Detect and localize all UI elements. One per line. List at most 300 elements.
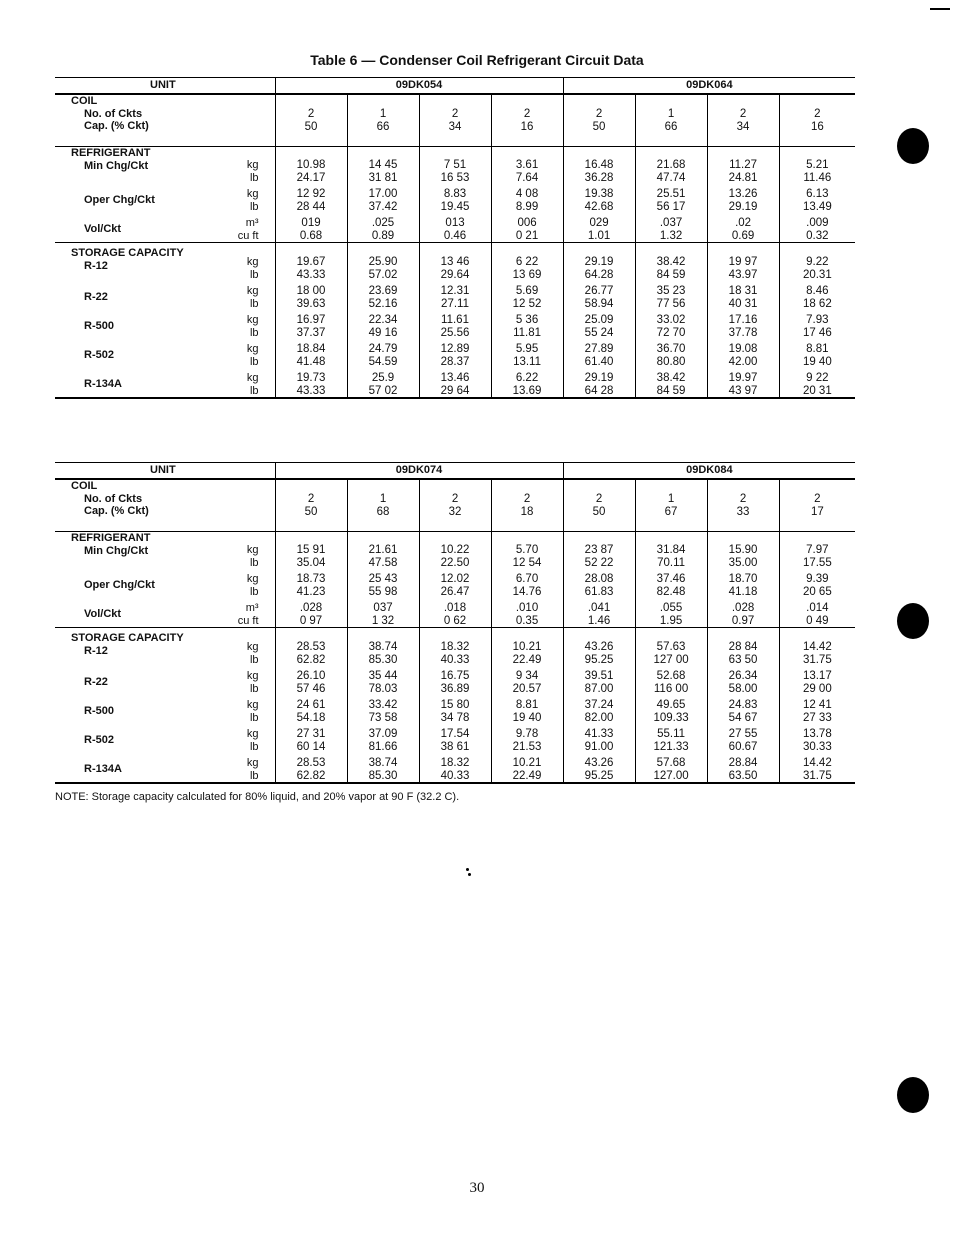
value-cell (635, 753, 707, 783)
cell-value: 19 40 (512, 711, 542, 724)
value-cell (563, 695, 635, 724)
value-cell (707, 724, 779, 753)
cell-value: 37.24 (584, 699, 614, 711)
value-cell (347, 569, 419, 598)
cell-value: .028 (731, 602, 755, 614)
vol-label: Vol/Ckt (84, 223, 122, 235)
unit-cell (230, 598, 275, 628)
cell-value: 95.25 (584, 653, 614, 666)
value-cell (275, 666, 347, 695)
value-cell (347, 368, 419, 398)
row-label-cell (55, 368, 230, 398)
cell-value: 13.78 (802, 728, 832, 740)
cell-value: 36.89 (440, 682, 470, 695)
cell-value: 1.32 (659, 229, 683, 242)
cell-value: 14.76 (512, 585, 542, 598)
unit-cell (230, 666, 275, 695)
cell-value: 16.97 (296, 314, 326, 326)
cell-value: 82.48 (656, 585, 686, 598)
refrigerant-name: R-500 (84, 705, 114, 717)
value-cell (707, 368, 779, 398)
cell-value: 38 61 (440, 740, 470, 753)
value-cell (707, 598, 779, 628)
refrigerant-section-label: REFRIGERANT (71, 532, 151, 544)
cell-value: 10.22 (440, 544, 470, 556)
storage-row (55, 628, 855, 667)
value-cell (779, 628, 855, 667)
cell-value: 26.34 (728, 670, 758, 682)
unit-label: kg (246, 285, 259, 297)
cell-value: 4 08 (515, 188, 539, 200)
min-chg-row (55, 532, 855, 570)
value-cell (491, 532, 563, 570)
unit-label: kg (246, 641, 259, 653)
cell-value: 50 (592, 120, 606, 133)
cell-value: 41.23 (296, 585, 326, 598)
cell-value: 20.31 (802, 268, 832, 281)
cell-value: 25.56 (440, 326, 470, 339)
cell-value: 24.81 (728, 171, 758, 184)
model-header: 09DK064 (563, 78, 855, 95)
cell-value: 22.49 (512, 769, 542, 782)
cell-value: 87.00 (584, 682, 614, 695)
value-cell (275, 479, 347, 532)
binder-hole-top (897, 128, 929, 164)
unit-cell (230, 184, 275, 213)
storage-row (55, 666, 855, 695)
storage-row (55, 339, 855, 368)
value-cell (347, 695, 419, 724)
value-cell (563, 532, 635, 570)
value-cell (275, 213, 347, 243)
unit-label: lb (249, 653, 259, 666)
cell-value: 14.42 (802, 641, 832, 653)
coil-row (55, 479, 855, 532)
value-cell (419, 598, 491, 628)
unit-cell (230, 569, 275, 598)
storage-row (55, 281, 855, 310)
value-cell (275, 243, 347, 282)
value-cell (635, 532, 707, 570)
value-cell (419, 310, 491, 339)
value-cell (491, 213, 563, 243)
cell-value: 73 58 (368, 711, 398, 724)
cell-value: 66 (376, 120, 390, 133)
cell-value: 18 00 (296, 285, 326, 297)
value-cell (491, 368, 563, 398)
cell-value: 72 70 (656, 326, 686, 339)
value-cell (347, 281, 419, 310)
value-cell (347, 147, 419, 185)
cell-value: 1.01 (587, 229, 611, 242)
cell-value: 5 36 (515, 314, 539, 326)
cell-value: 17.54 (440, 728, 470, 740)
cell-value: 7 51 (443, 159, 467, 171)
value-cell (779, 598, 855, 628)
cell-value: 15 91 (296, 544, 326, 556)
value-cell (563, 147, 635, 185)
cell-value: 19.08 (728, 343, 758, 355)
unit-label: lb (249, 326, 259, 339)
unit-cell (230, 532, 275, 570)
cell-value: 5.21 (806, 159, 829, 171)
value-cell (419, 147, 491, 185)
cell-value: 60.67 (728, 740, 758, 753)
cell-value: 13.46 (440, 372, 470, 384)
cell-value: 11.81 (513, 326, 541, 339)
cell-value: 23.69 (368, 285, 398, 297)
cell-value: 16 (810, 120, 824, 133)
unit-cell (230, 479, 275, 532)
value-cell (419, 695, 491, 724)
value-cell (275, 281, 347, 310)
cell-value: 8.99 (515, 200, 539, 213)
cell-value: 109.33 (653, 711, 689, 724)
cell-value: 7.93 (806, 314, 829, 326)
row-label-cell (55, 666, 230, 695)
cell-value: 66 (664, 120, 678, 133)
value-cell (491, 695, 563, 724)
value-cell (779, 724, 855, 753)
cell-value: 2 (814, 493, 821, 505)
cell-value: 1 (379, 493, 387, 505)
value-cell (707, 695, 779, 724)
value-cell (419, 753, 491, 783)
unit-label: kg (246, 670, 259, 682)
value-cell (347, 666, 419, 695)
oper-chg-row (55, 569, 855, 598)
value-cell (491, 479, 563, 532)
cell-value: 37.09 (368, 728, 398, 740)
cell-value: 35.04 (296, 556, 326, 569)
coil-section-label: COIL (71, 480, 98, 492)
value-cell (275, 368, 347, 398)
cell-value: 26.10 (296, 670, 326, 682)
value-cell (419, 281, 491, 310)
cell-value: 68 (376, 505, 390, 518)
cell-value: 2 (307, 108, 315, 120)
cell-value: 49 16 (368, 326, 398, 339)
unit-label: kg (246, 159, 259, 171)
value-cell (779, 753, 855, 783)
cell-value: 55 24 (584, 326, 614, 339)
unit-label: kg (246, 372, 259, 384)
cell-value: 37.46 (656, 573, 686, 585)
cell-value: 5.95 (515, 343, 539, 355)
cell-value: 38.42 (656, 372, 686, 384)
cell-value: 18.32 (440, 757, 470, 769)
cell-value: 0.97 (731, 614, 755, 627)
cell-value: 49.65 (656, 699, 686, 711)
value-cell (563, 753, 635, 783)
min-chg-row (55, 147, 855, 185)
value-cell (779, 695, 855, 724)
value-cell (635, 666, 707, 695)
cell-value: 85.30 (368, 653, 398, 666)
value-cell (779, 94, 855, 147)
cell-value: 62.82 (296, 653, 326, 666)
table-title: Table 6 — Condenser Coil Refrigerant Circuit Data (310, 52, 644, 68)
cell-value: 25.90 (368, 256, 398, 268)
value-cell (347, 310, 419, 339)
cell-value: 54 67 (728, 711, 758, 724)
scan-speck (466, 868, 469, 871)
unit-cell (230, 753, 275, 783)
header-row (55, 463, 855, 480)
binder-hole-middle (897, 603, 929, 639)
unit-cell (230, 213, 275, 243)
row-label-cell (55, 753, 230, 783)
cell-value: 67 (664, 505, 678, 518)
cell-value: 2 (523, 108, 531, 120)
cell-value: .025 (371, 217, 395, 229)
cell-value: 27 33 (802, 711, 832, 724)
unit-label: lb (249, 711, 259, 724)
cell-value: 1 (667, 493, 675, 505)
value-cell (779, 281, 855, 310)
row-label-cell (55, 695, 230, 724)
cell-value: 29 64 (440, 384, 470, 397)
value-cell (347, 532, 419, 570)
cell-value: 47.74 (656, 171, 686, 184)
unit-label: lb (249, 200, 259, 213)
cell-value: 34 (736, 120, 750, 133)
unit-cell (230, 695, 275, 724)
cell-value: 18.73 (296, 573, 326, 585)
value-cell (491, 310, 563, 339)
cell-value: 17.16 (728, 314, 758, 326)
cell-value: 24.17 (296, 171, 326, 184)
cell-value: 57 46 (296, 682, 326, 695)
cell-value: 43.26 (584, 757, 614, 769)
cell-value: 64.28 (584, 268, 614, 281)
value-cell (563, 213, 635, 243)
unit-cell (230, 147, 275, 185)
value-cell (491, 628, 563, 667)
cell-value: 18 31 (728, 285, 758, 297)
cell-value: 38.74 (368, 757, 398, 769)
value-cell (563, 310, 635, 339)
cell-value: 57 02 (368, 384, 398, 397)
value-cell (563, 569, 635, 598)
unit-cell (230, 368, 275, 398)
refrigerant-name: R-502 (84, 734, 114, 746)
value-cell (779, 243, 855, 282)
value-cell (491, 147, 563, 185)
cell-value: 34 78 (440, 711, 470, 724)
cell-value: 2 (307, 493, 315, 505)
value-cell (419, 243, 491, 282)
value-cell (635, 281, 707, 310)
value-cell (347, 213, 419, 243)
coil-row (55, 94, 855, 147)
value-cell (779, 184, 855, 213)
cell-value: 23 87 (584, 544, 614, 556)
cell-value: 40 31 (728, 297, 758, 310)
cell-value: 8.83 (443, 188, 467, 200)
value-cell (563, 94, 635, 147)
cell-value: 2 (595, 493, 603, 505)
value-cell (779, 310, 855, 339)
cell-value: 95.25 (584, 769, 614, 782)
cell-value: 58.94 (584, 297, 614, 310)
cell-value: 0 49 (806, 614, 829, 627)
refrigerant-name: R-22 (84, 676, 108, 688)
value-cell (491, 753, 563, 783)
value-cell (635, 310, 707, 339)
cell-value: 21.61 (368, 544, 398, 556)
cell-value: 19.45 (440, 200, 470, 213)
value-cell (707, 243, 779, 282)
coil-section-label: COIL (71, 95, 98, 107)
value-cell (347, 724, 419, 753)
unit-label: lb (249, 297, 259, 310)
cell-value: 037 (373, 602, 393, 614)
storage-section-label: STORAGE CAPACITY (71, 247, 184, 259)
cell-value: 24 61 (296, 699, 326, 711)
cell-value: 19.97 (728, 372, 758, 384)
cell-value: 5.69 (515, 285, 539, 297)
value-cell (419, 368, 491, 398)
cell-value: .037 (659, 217, 683, 229)
cell-value: 27 55 (728, 728, 758, 740)
cell-value: .041 (587, 602, 611, 614)
cell-value: 35 23 (656, 285, 686, 297)
unit-label: lb (249, 268, 259, 281)
cell-value: 50 (592, 505, 606, 518)
cell-value: 27.11 (441, 297, 469, 310)
cell-value: 13 46 (440, 256, 470, 268)
cell-value: 57.63 (656, 641, 686, 653)
cell-value: 116 00 (653, 682, 689, 695)
cell-value: 31.75 (802, 769, 832, 782)
value-cell (707, 666, 779, 695)
value-cell (563, 243, 635, 282)
cell-value: 30.33 (802, 740, 832, 753)
cell-value: 2 (739, 493, 747, 505)
cell-value: 0 97 (299, 614, 323, 627)
value-cell (491, 569, 563, 598)
cell-value: 2 (739, 108, 747, 120)
value-cell (779, 666, 855, 695)
cell-value: .028 (299, 602, 323, 614)
cell-value: 13.26 (728, 188, 758, 200)
value-cell (347, 753, 419, 783)
cell-value: 19.67 (296, 256, 326, 268)
cell-value: 0.46 (443, 229, 467, 242)
value-cell (347, 243, 419, 282)
cell-value: 27 31 (296, 728, 326, 740)
value-cell (419, 479, 491, 532)
value-cell (635, 147, 707, 185)
cell-value: 12 54 (512, 556, 542, 569)
cell-value: .02 (735, 217, 752, 229)
cell-value: 37.78 (728, 326, 758, 339)
cell-value: 41.18 (728, 585, 758, 598)
cell-value: 29.64 (440, 268, 470, 281)
value-cell (707, 339, 779, 368)
cell-value: 121.33 (653, 740, 689, 753)
cell-value: 20 65 (802, 585, 832, 598)
unit-cell (230, 339, 275, 368)
refrigerant-name: R-12 (84, 259, 108, 272)
cell-value: 8.46 (806, 285, 829, 297)
value-cell (275, 724, 347, 753)
cell-value: 62.82 (296, 769, 326, 782)
cell-value: 36.70 (656, 343, 686, 355)
value-cell (635, 94, 707, 147)
cell-value: 25.9 (371, 372, 395, 384)
value-cell (707, 628, 779, 667)
cell-value: 82.00 (584, 711, 614, 724)
cell-value: 33.02 (656, 314, 686, 326)
cell-value: 2 (814, 108, 821, 120)
unit-label: m³ (245, 602, 259, 614)
cell-value: 70.11 (657, 556, 686, 569)
cell-value: 15.90 (728, 544, 758, 556)
cell-value: 18 62 (802, 297, 832, 310)
min-chg-label: Min Chg/Ckt (84, 544, 149, 557)
cell-value: 39.63 (296, 297, 326, 310)
cell-value: 18.84 (296, 343, 326, 355)
value-cell (419, 532, 491, 570)
cell-value: 9 22 (806, 372, 829, 384)
cell-value: 28.37 (440, 355, 470, 368)
cell-value: 0.69 (731, 229, 755, 242)
cell-value: 25 43 (368, 573, 398, 585)
cell-value: 25.51 (656, 188, 686, 200)
cell-value: 24.83 (728, 699, 758, 711)
cell-value: 47.58 (368, 556, 398, 569)
value-cell (275, 339, 347, 368)
cell-value: 13.11 (513, 355, 541, 368)
cell-value: 17 46 (802, 326, 832, 339)
cell-value: 37.37 (296, 326, 326, 339)
value-cell (491, 724, 563, 753)
unit-label: kg (246, 728, 259, 740)
unit-cell (230, 724, 275, 753)
cell-value: 006 (517, 217, 537, 229)
cell-value: 2 (451, 108, 459, 120)
cell-value: 21.68 (656, 159, 686, 171)
refrigerant-name: R-12 (84, 644, 108, 657)
cell-value: 13.69 (512, 384, 542, 397)
cell-value: 31.75 (802, 653, 832, 666)
value-cell (779, 339, 855, 368)
row-label-cell (55, 281, 230, 310)
value-cell (707, 532, 779, 570)
cell-value: 55.11 (657, 728, 686, 740)
value-cell (635, 213, 707, 243)
unit-label: lb (249, 556, 259, 569)
cell-value: 21.53 (512, 740, 542, 753)
cell-value: 38.74 (368, 641, 398, 653)
unit-header: UNIT (55, 463, 275, 480)
value-cell (275, 598, 347, 628)
cell-value: 63.50 (728, 769, 758, 782)
unit-label: lb (249, 171, 259, 184)
cell-value: 3.61 (515, 159, 539, 171)
cell-value: 12.02 (440, 573, 470, 585)
value-cell (707, 94, 779, 147)
row-label-cell (55, 628, 230, 667)
cell-value: 8.81 (515, 699, 539, 711)
cell-value: .009 (806, 217, 829, 229)
value-cell (347, 479, 419, 532)
storage-row (55, 695, 855, 724)
row-label-cell (55, 147, 230, 185)
value-cell (275, 184, 347, 213)
